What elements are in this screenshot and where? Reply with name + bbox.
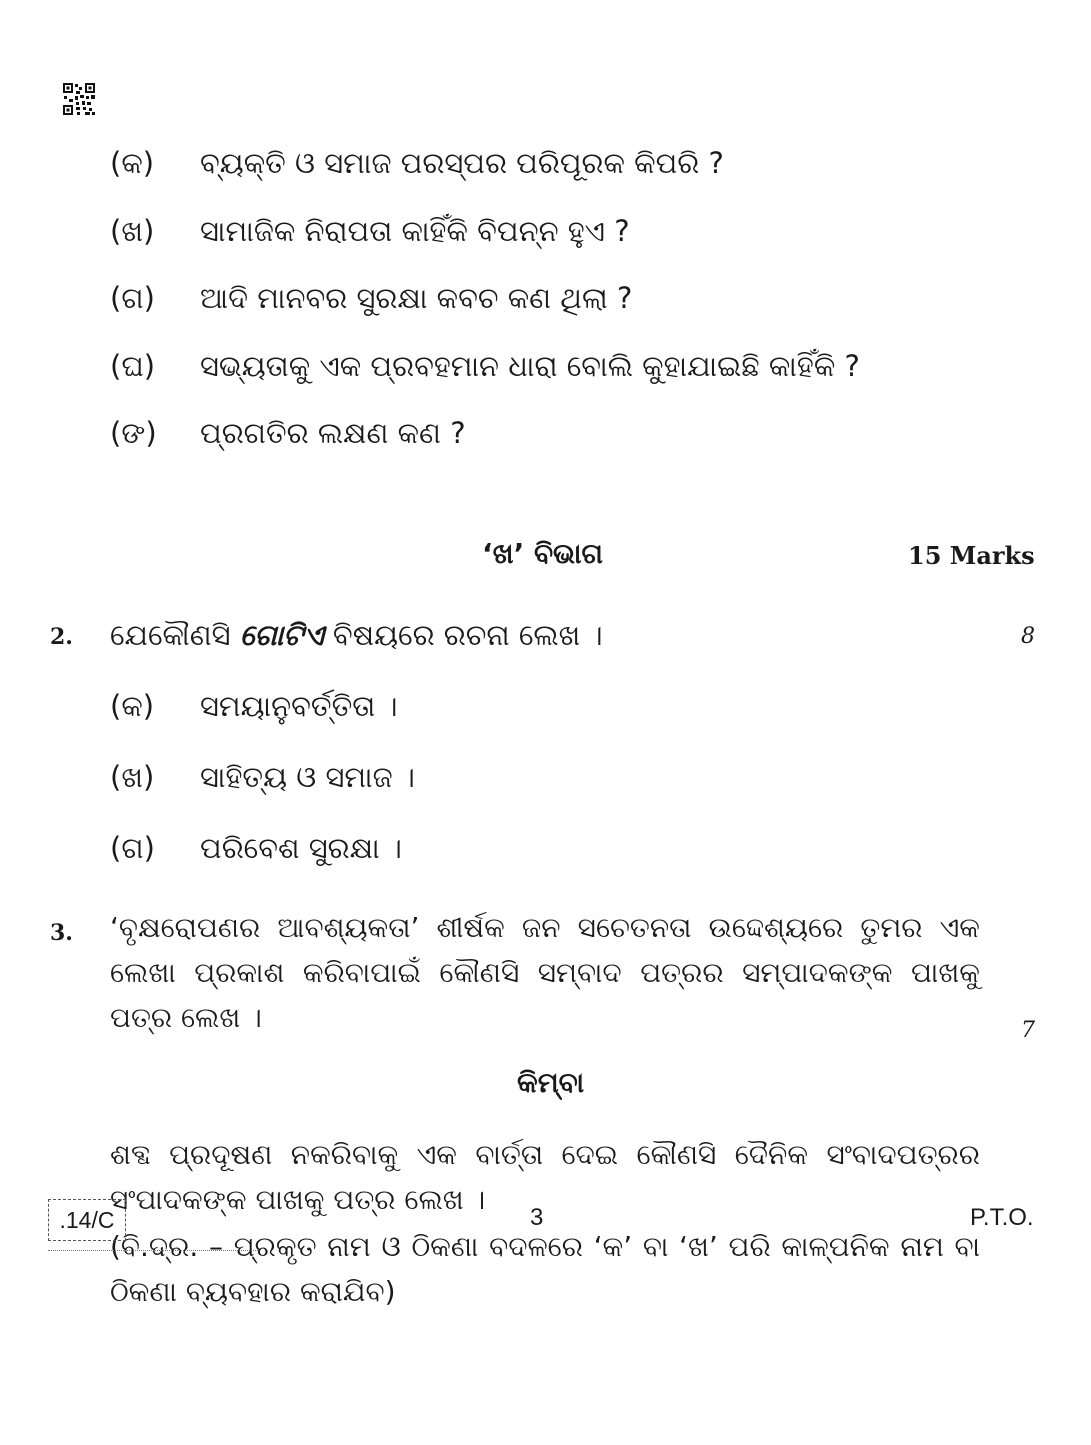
- option-text: ସାହିତ୍ୟ ଓ ସମାଜ ।: [200, 760, 415, 794]
- q3-note: (ବି.ଦ୍ର. – ପ୍ରକୃତ ନାମ ଓ ଠିକଣା ବଦଳରେ ‘କ’ ବା ‘ଖ’ ପରି କାଳ୍ପନିକ ନାମ ବା ଠିକଣା ବ୍ୟବହାର କରାଯିବ): [110, 1230, 980, 1308]
- option-label: (କ): [110, 689, 155, 723]
- footer-divider: [48, 1250, 258, 1251]
- q2-text-after: ବିଷୟରେ ରଚନା ଲେଖ ।: [323, 618, 603, 652]
- q2-emphasis: ଗୋଟିଏ: [239, 618, 324, 652]
- option-label: (ଘ): [110, 349, 156, 383]
- qr-code-icon: [62, 82, 96, 116]
- q2-text-before: ଯେକୌଣସି: [110, 618, 240, 652]
- q1-option-ga: [0, 280, 1091, 316]
- option-text: ସଭ୍ୟତାକୁ ଏକ ପ୍ରବହମାନ ଧାରା ବୋଲି କୁହାଯାଇଛି କାହିଁକି ?: [200, 349, 860, 383]
- q1-option-ka: [0, 145, 1091, 181]
- q2-option-ka: [0, 688, 1091, 724]
- q1-option-gha: [0, 348, 1091, 384]
- q1-option-kha: [0, 213, 1091, 249]
- option-text: ସାମାଜିକ ନିରାପତା କାହିଁକି ବିପନ୍ନ ହୁଏ ?: [200, 214, 630, 248]
- question-number: 2.: [50, 624, 73, 650]
- q2-option-ga: [0, 830, 1091, 866]
- option-text: ପରିବେଶ ସୁରକ୍ଷା ।: [200, 831, 402, 865]
- option-label: (ଙ): [110, 416, 157, 450]
- paper-code: .14/C: [48, 1199, 126, 1241]
- q2-option-kha: [0, 759, 1091, 795]
- section-marks: 15 Marks: [908, 541, 1035, 570]
- option-label: (ଗ): [110, 831, 155, 865]
- q3-alt-text: ଶବ୍ଦ ପ୍ରଦୂଷଣ ନକରିବାକୁ ଏକ ବାର୍ତ୍ତା ଦେଇ କୌଣସି ଦୈନିକ ସଂବାଦପତ୍ରର ସଂପାଦକଙ୍କ ପାଖକୁ ପତ୍ର ଲେଖ ।: [110, 1138, 980, 1216]
- option-text: ପ୍ରଗତିର ଲକ୍ଷଣ କଣ ?: [200, 416, 466, 450]
- question-number: 3.: [50, 920, 73, 946]
- q3-marks: 7: [1021, 1018, 1035, 1043]
- option-label: (କ): [110, 146, 155, 180]
- q2-prompt: [110, 617, 603, 653]
- page-number: 3: [530, 1204, 544, 1231]
- q3-text: ‘ବୃକ୍ଷରୋପଣର ଆବଶ୍ୟକତା’ ଶୀର୍ଷକ ଜନ ସଚେତନତା ଉଦ୍ଦେଶ୍ୟରେ ତୁମର ଏକ ଲେଖା ପ୍ରକାଶ କରିବାପାଇଁ କୌଣସି ସମ୍ବାଦ ପତ୍ରର ସମ୍ପାଦକଙ୍କ ପାଖକୁ ପତ୍ର ଲେଖ ।: [110, 911, 981, 1034]
- q1-option-nga: [0, 415, 1091, 451]
- section-title: ‘ଖ’ ବିଭାଗ: [482, 537, 603, 570]
- q2-marks: 8: [1021, 624, 1035, 649]
- option-label: (ଖ): [110, 214, 155, 248]
- option-text: ସମୟାନୁବର୍ତ୍ତିତା ।: [200, 689, 398, 723]
- option-label: (ଗ): [110, 281, 155, 315]
- option-text: ବ୍ୟକ୍ତି ଓ ସମାଜ ପରସ୍ପର ପରିପୂରକ କିପରି ?: [200, 146, 724, 180]
- pto-label: P.T.O.: [970, 1204, 1034, 1231]
- option-label: (ଖ): [110, 760, 155, 794]
- option-text: ଆଦି ମାନବର ସୁରକ୍ଷା କବଚ କଣ ଥିଲା ?: [200, 281, 633, 315]
- or-label: କିମ୍ବା: [517, 1066, 585, 1099]
